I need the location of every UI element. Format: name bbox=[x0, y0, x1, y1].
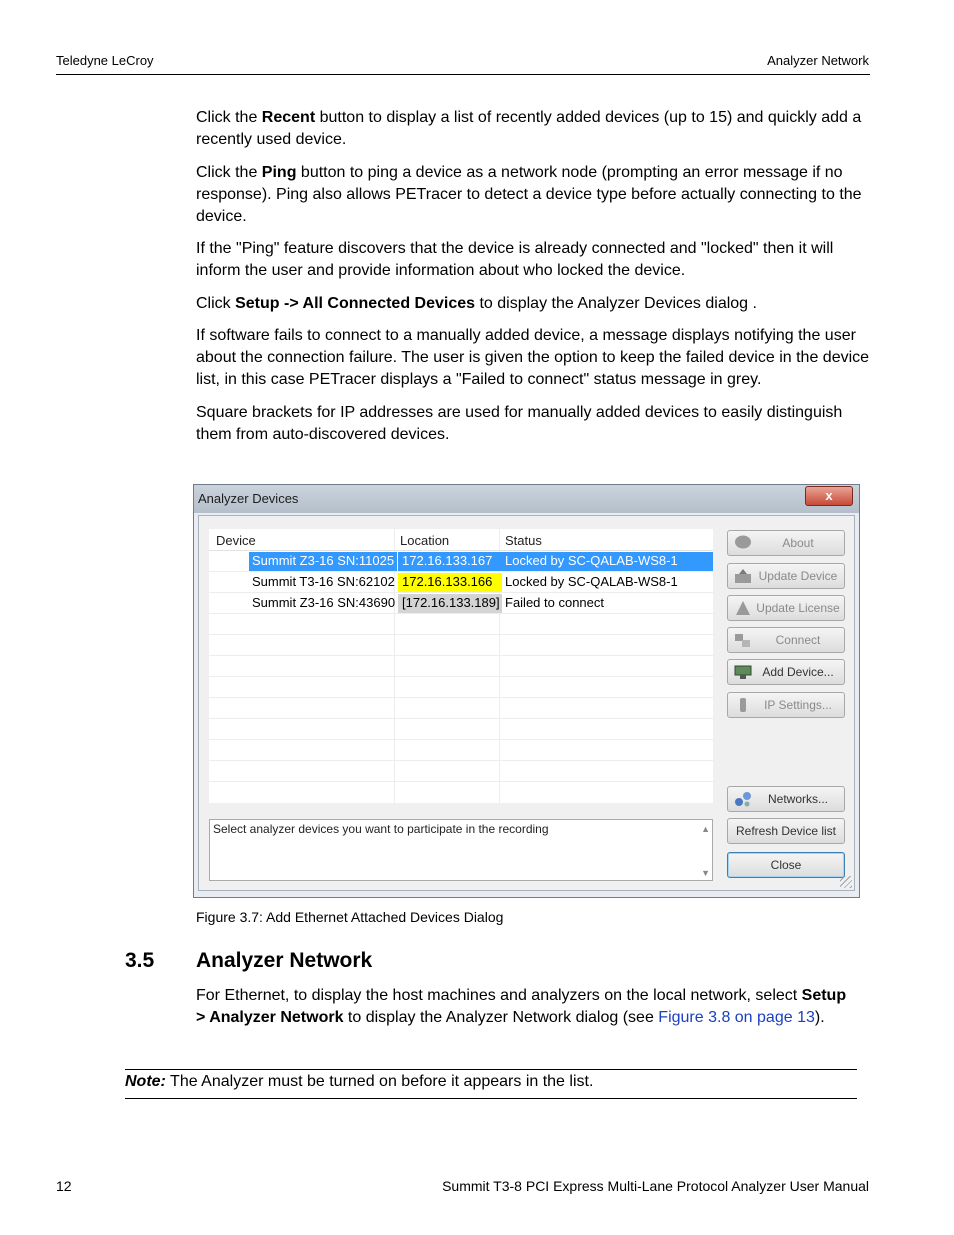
dialog-titlebar bbox=[194, 485, 859, 513]
location-cell: 172.16.133.166 bbox=[398, 573, 502, 592]
text: Click the bbox=[196, 164, 262, 181]
note-label: Note: bbox=[125, 1073, 166, 1090]
row-line bbox=[209, 634, 713, 635]
button-label: Refresh Device list bbox=[735, 824, 837, 838]
bold-text: Setup > Analyzer Network bbox=[196, 987, 847, 1026]
scroll-down-icon[interactable]: ▼ bbox=[701, 868, 710, 878]
bold-text: Setup -> All Connected Devices bbox=[235, 295, 476, 312]
dialog-title: Analyzer Devices bbox=[198, 491, 299, 506]
about-button[interactable] bbox=[727, 530, 845, 556]
text: to display the Analyzer Network dialog (see bbox=[343, 1009, 659, 1026]
status-cell: Locked by SC-QALAB-WS8-1 bbox=[500, 552, 713, 571]
note-rule-top bbox=[125, 1069, 857, 1070]
paragraph-ping bbox=[196, 162, 872, 228]
paragraph-analyzer-network bbox=[196, 985, 856, 1029]
status-cell: Failed to connect bbox=[505, 595, 605, 610]
device-cell: Summit Z3-16 SN:11025 bbox=[249, 552, 397, 571]
button-label: Add Device... bbox=[762, 665, 834, 679]
analyzer-devices-dialog bbox=[193, 484, 860, 898]
text: to display the Analyzer Devices dialog . bbox=[475, 295, 757, 312]
paragraph-recent bbox=[196, 107, 872, 151]
row-line bbox=[209, 760, 713, 761]
bold-text: Recent bbox=[261, 109, 316, 126]
location-cell: [172.16.133.189] bbox=[398, 594, 502, 613]
page-number: 12 bbox=[56, 1178, 72, 1194]
header-right: Analyzer Network bbox=[767, 53, 869, 68]
button-label: IP Settings... bbox=[764, 698, 832, 712]
close-button[interactable] bbox=[727, 852, 845, 878]
ip-settings-button[interactable] bbox=[727, 692, 845, 718]
location-cell: 172.16.133.167 bbox=[398, 552, 502, 571]
section-title: Analyzer Network bbox=[196, 949, 373, 972]
button-label: Close bbox=[770, 858, 802, 872]
message-text: Select analyzer devices you want to participate in the recording bbox=[213, 822, 549, 836]
update-device-icon bbox=[734, 568, 752, 584]
table-row[interactable] bbox=[209, 571, 713, 592]
paragraph-failure: If software fails to connect to a manually added device, a message displays notifying the user about the connection failure. The user is given the option to keep the failed device in the device list, in this case PETracer displays a "Failed to connect" status message in grey. bbox=[196, 327, 870, 388]
column-device[interactable]: Device bbox=[216, 533, 256, 548]
column-location[interactable]: Location bbox=[400, 533, 450, 548]
button-label: Update License bbox=[756, 601, 840, 615]
note bbox=[125, 1073, 593, 1091]
device-cell: Summit T3-16 SN:62102 bbox=[252, 574, 395, 589]
device-cell: Summit Z3-16 SN:43690 bbox=[252, 595, 396, 610]
ip-settings-icon bbox=[734, 697, 752, 713]
message-box bbox=[209, 819, 713, 881]
row-line bbox=[209, 655, 713, 656]
header-left: Teledyne LeCroy bbox=[56, 53, 154, 68]
column-status[interactable]: Status bbox=[505, 533, 542, 548]
text: button to display a list of recently added devices (up to 15) and quickly add a recently used device. bbox=[196, 109, 862, 148]
update-license-button[interactable] bbox=[727, 595, 845, 621]
networks-button[interactable] bbox=[727, 786, 845, 812]
text: For Ethernet, to display the host machines and analyzers on the local network, select bbox=[196, 987, 802, 1004]
dialog-client bbox=[198, 515, 855, 891]
footer-title: Summit T3-8 PCI Express Multi-Lane Protocol Analyzer User Manual bbox=[442, 1178, 869, 1194]
device-list[interactable] bbox=[209, 529, 713, 803]
status-cell: Locked by SC-QALAB-WS8-1 bbox=[505, 574, 678, 589]
section-number: 3.5 bbox=[125, 949, 155, 972]
header-rule bbox=[56, 74, 870, 75]
text: ). bbox=[814, 1009, 825, 1026]
row-line bbox=[209, 697, 713, 698]
update-device-button[interactable] bbox=[727, 563, 845, 589]
scroll-up-icon[interactable]: ▲ bbox=[701, 824, 710, 834]
row-line bbox=[209, 613, 713, 614]
add-device-icon bbox=[734, 664, 752, 680]
table-row[interactable] bbox=[209, 592, 713, 613]
row-line bbox=[209, 739, 713, 740]
info-bubble-icon bbox=[734, 535, 752, 551]
paragraph-setup bbox=[196, 293, 872, 315]
figure-link[interactable]: Figure 3.8 on page 13 bbox=[658, 1009, 815, 1026]
text: button to ping a device as a network node (prompting an error message if no response). Ping also allows PETracer to detect a device type before actually connecting to the device. bbox=[196, 164, 862, 225]
note-rule-bottom bbox=[125, 1098, 857, 1099]
button-label: Networks... bbox=[767, 792, 828, 806]
list-header bbox=[209, 529, 713, 551]
add-device-button[interactable] bbox=[727, 659, 845, 685]
text: Click the bbox=[196, 109, 262, 126]
row-line bbox=[209, 676, 713, 677]
bold-text: Ping bbox=[261, 164, 297, 181]
refresh-device-list-button[interactable] bbox=[727, 818, 845, 844]
network-icon bbox=[734, 791, 752, 807]
button-label: About bbox=[782, 536, 814, 550]
close-icon[interactable]: x bbox=[805, 486, 853, 506]
connect-button[interactable] bbox=[727, 627, 845, 653]
row-line bbox=[209, 781, 713, 782]
text: Click bbox=[196, 295, 236, 312]
row-line bbox=[209, 718, 713, 719]
paragraph-brackets: Square brackets for IP addresses are used for manually added devices to easily distinguish them from auto-discovered devices. bbox=[196, 404, 843, 443]
note-text: The Analyzer must be turned on before it appears in the list. bbox=[165, 1073, 594, 1090]
figure-caption: Figure 3.7: Add Ethernet Attached Devices Dialog bbox=[196, 909, 504, 925]
paragraph-locked: If the "Ping" feature discovers that the device is already connected and "locked" then it will inform the user and provide information about who locked the device. bbox=[196, 240, 834, 279]
connect-icon bbox=[734, 632, 752, 648]
table-row[interactable] bbox=[209, 550, 713, 571]
update-license-icon bbox=[734, 600, 752, 616]
button-label: Update Device bbox=[758, 569, 838, 583]
resize-grip-icon[interactable] bbox=[840, 876, 852, 888]
button-label: Connect bbox=[775, 633, 821, 647]
